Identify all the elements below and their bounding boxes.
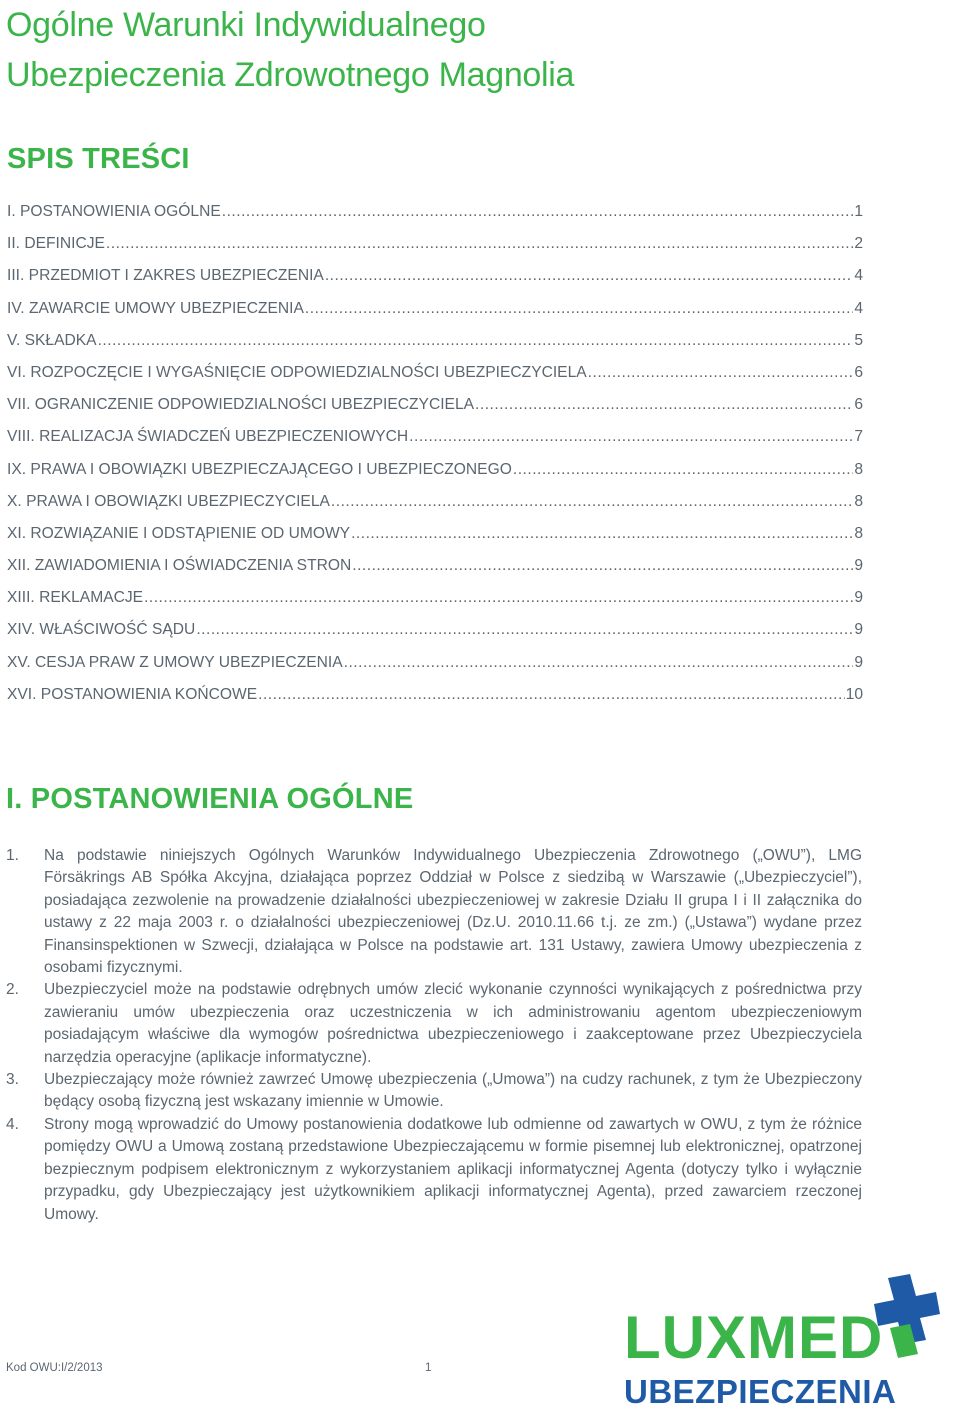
toc-entry[interactable] <box>7 621 863 653</box>
toc-entry-page: 9 <box>854 589 863 607</box>
toc-entry-label: XIV. WŁAŚCIWOŚĆ SĄDU <box>7 621 196 639</box>
toc-entry[interactable] <box>7 589 863 621</box>
toc-entry-label: II. DEFINICJE <box>7 235 105 253</box>
toc-leader-dots <box>196 621 853 639</box>
toc-leader-dots <box>588 364 854 382</box>
document-title-line2: Ubezpieczenia Zdrowotnego Magnolia <box>6 56 575 94</box>
list-item-text: Ubezpieczyciel może na podstawie odrębnych umów zlecić wykonanie czynności wynikających z pośrednictwa przy zawieraniu umów ubezpieczenia oraz uczestniczenia w ich administrowaniu agentom ubezpieczeniowym posiadającym właściwe dla wymogów pośrednictwa ubezpieczeniowego i zaakceptowane przez Ubezpieczyciela narzędzia operacyjne (aplikacje informatyczne). <box>44 981 862 1066</box>
list-item-number: 1. <box>6 847 19 864</box>
list-item-number: 2. <box>6 981 19 999</box>
toc-entry[interactable] <box>7 493 863 525</box>
list-item-text: Ubezpieczający może również zawrzeć Umowę ubezpieczenia („Umowa”) na cudzy rachunek, z tym że Ubezpieczony będący osobą fizyczną jest wskazany imiennie w Umowie. <box>44 1071 862 1111</box>
toc-heading: SPIS TREŚCI <box>7 143 190 175</box>
toc-entry[interactable] <box>7 428 863 460</box>
toc-entry[interactable] <box>7 235 863 267</box>
toc-leader-dots <box>352 557 853 575</box>
toc-entry[interactable] <box>7 332 863 364</box>
toc-entry-page: 9 <box>854 653 863 671</box>
toc-entry-label: XVI. POSTANOWIENIA KOŃCOWE <box>7 685 258 703</box>
toc-entry-label: VI. ROZPOCZĘCIE I WYGAŚNIĘCIE ODPOWIEDZIALNOŚCI UBEZPIECZYCIELA <box>7 363 587 381</box>
toc-entry-page: 6 <box>854 363 863 381</box>
list-item <box>6 845 862 979</box>
list-item <box>6 1114 862 1226</box>
list-item-text: Na podstawie niniejszych Ogólnych Warunków Indywidualnego Ubezpieczenia Zdrowotnego („OWU”), LMG Försäkrings AB Spółka Akcyjna, działająca poprzez Oddział w Polsce z siedzibą w Warszawie („Ubezpieczyciel”), posiadająca zezwolenie na prowadzenie działalności ubezpieczeniowej w zakresie Działu II grupa I i II załącznika do ustawy z 22 maja 2003 r. o działalności ubezpieczeniowej (Dz.U. 2010.11.66 t.j. ze zm.) („Ustawa”) wydane przez Finansinspektionen w Szwecji, działająca w Polsce na podstawie art. 131 Ustawy, zawiera Umowy ubezpieczenia z osobami fizycznymi. <box>44 847 862 977</box>
toc-leader-dots <box>98 332 854 350</box>
logo-brand-bottom: UBEZPIECZENIA <box>624 1373 897 1410</box>
document-title <box>6 0 906 100</box>
list-item <box>6 1069 862 1114</box>
toc-entry[interactable] <box>7 396 863 428</box>
toc-entry-page: 5 <box>854 331 863 349</box>
toc-entry-page: 6 <box>854 396 863 414</box>
document-title-line1: Ogólne Warunki Indywidualnego <box>6 6 486 44</box>
toc-entry-label: XIII. REKLAMACJE <box>7 589 144 607</box>
toc-entry-page: 4 <box>854 299 863 317</box>
footer-code: Kod OWU:I/2/2013 <box>6 1362 103 1374</box>
toc-entry-page: 2 <box>854 235 863 253</box>
list-item-number: 3. <box>6 1071 19 1089</box>
toc-leader-dots <box>409 428 853 446</box>
logo-brand-top: LUXMED <box>624 1304 884 1371</box>
toc-entry-label: XII. ZAWIADOMIENIA I OŚWIADCZENIA STRON <box>7 557 352 575</box>
toc-entry-label: XI. ROZWIĄZANIE I ODSTĄPIENIE OD UMOWY <box>7 524 351 542</box>
toc-entry-page: 1 <box>854 203 863 220</box>
toc-entry[interactable] <box>7 203 863 235</box>
list-item <box>6 979 862 1069</box>
toc-entry[interactable] <box>7 364 863 396</box>
toc-entry[interactable] <box>7 654 863 686</box>
toc-entry-page: 7 <box>854 428 863 446</box>
toc-entry-page: 9 <box>854 621 863 639</box>
toc-entry[interactable] <box>7 300 863 332</box>
list-item-text: Strony mogą wprowadzić do Umowy postanowienia dodatkowe lub odmienne od zawartych w OWU, z tym że różnice pomiędzy OWU a Umową zostaną przedstawione Ubezpieczającemu w formie pisemnej lub elektronicznej, opatrzonej bezpiecznym podpisem elektronicznym z wykorzystaniem aplikacji informatycznej Agenta (dotyczy tylko i wyłącznie przypadku, gdy Ubezpieczający jest użytkownikiem aplikacji informatycznej Agenta), przed zawarciem rzeczonej Umowy. <box>44 1115 862 1223</box>
toc-entry-label: I. POSTANOWIENIA OGÓLNE <box>7 203 221 220</box>
toc-leader-dots <box>106 235 853 253</box>
toc-entry-label: IX. PRAWA I OBOWIĄZKI UBEZPIECZAJĄCEGO I UBEZPIECZONEGO <box>7 460 512 478</box>
toc-leader-dots <box>144 589 853 607</box>
toc-leader-dots <box>351 525 853 543</box>
footer-page-number: 1 <box>425 1362 432 1374</box>
toc-entry[interactable] <box>7 461 863 493</box>
toc-entry-label: XV. CESJA PRAW Z UMOWY UBEZPIECZENIA <box>7 653 343 671</box>
toc-entry-page: 8 <box>854 460 863 478</box>
toc-entry-label: VIII. REALIZACJA ŚWIADCZEŃ UBEZPIECZENIOWYCH <box>7 428 409 446</box>
toc-entry-page: 4 <box>854 267 863 285</box>
toc-leader-dots <box>344 654 854 672</box>
list-item-number: 4. <box>6 1115 19 1133</box>
toc-entry-page: 10 <box>845 685 863 703</box>
toc-entry[interactable] <box>7 267 863 299</box>
toc-entry-label: X. PRAWA I OBOWIĄZKI UBEZPIECZYCIELA <box>7 492 330 510</box>
toc-entry-label: IV. ZAWARCIE UMOWY UBEZPIECZENIA <box>7 299 304 317</box>
toc-entry-page: 9 <box>854 557 863 575</box>
section-paragraphs <box>6 845 862 1226</box>
toc-entry[interactable] <box>7 686 863 718</box>
toc-leader-dots <box>222 203 854 221</box>
toc-leader-dots <box>258 686 845 704</box>
toc-entry-label: VII. OGRANICZENIE ODPOWIEDZIALNOŚCI UBEZPIECZYCIELA <box>7 396 475 414</box>
toc-entry-page: 8 <box>854 524 863 542</box>
toc-entry-label: V. SKŁADKA <box>7 331 97 349</box>
toc-entry[interactable] <box>7 557 863 589</box>
toc-leader-dots <box>513 461 853 479</box>
toc-leader-dots <box>305 300 853 318</box>
luxmed-logo <box>620 1270 940 1410</box>
toc-leader-dots <box>331 493 853 511</box>
toc-entry-label: III. PRZEDMIOT I ZAKRES UBEZPIECZENIA <box>7 267 324 285</box>
table-of-contents <box>7 203 863 718</box>
toc-entry-page: 8 <box>854 492 863 510</box>
toc-leader-dots <box>475 396 853 414</box>
section-heading: I. POSTANOWIENIA OGÓLNE <box>6 783 414 815</box>
toc-entry[interactable] <box>7 525 863 557</box>
luxmed-cross-icon <box>874 1274 940 1358</box>
toc-leader-dots <box>325 267 853 285</box>
